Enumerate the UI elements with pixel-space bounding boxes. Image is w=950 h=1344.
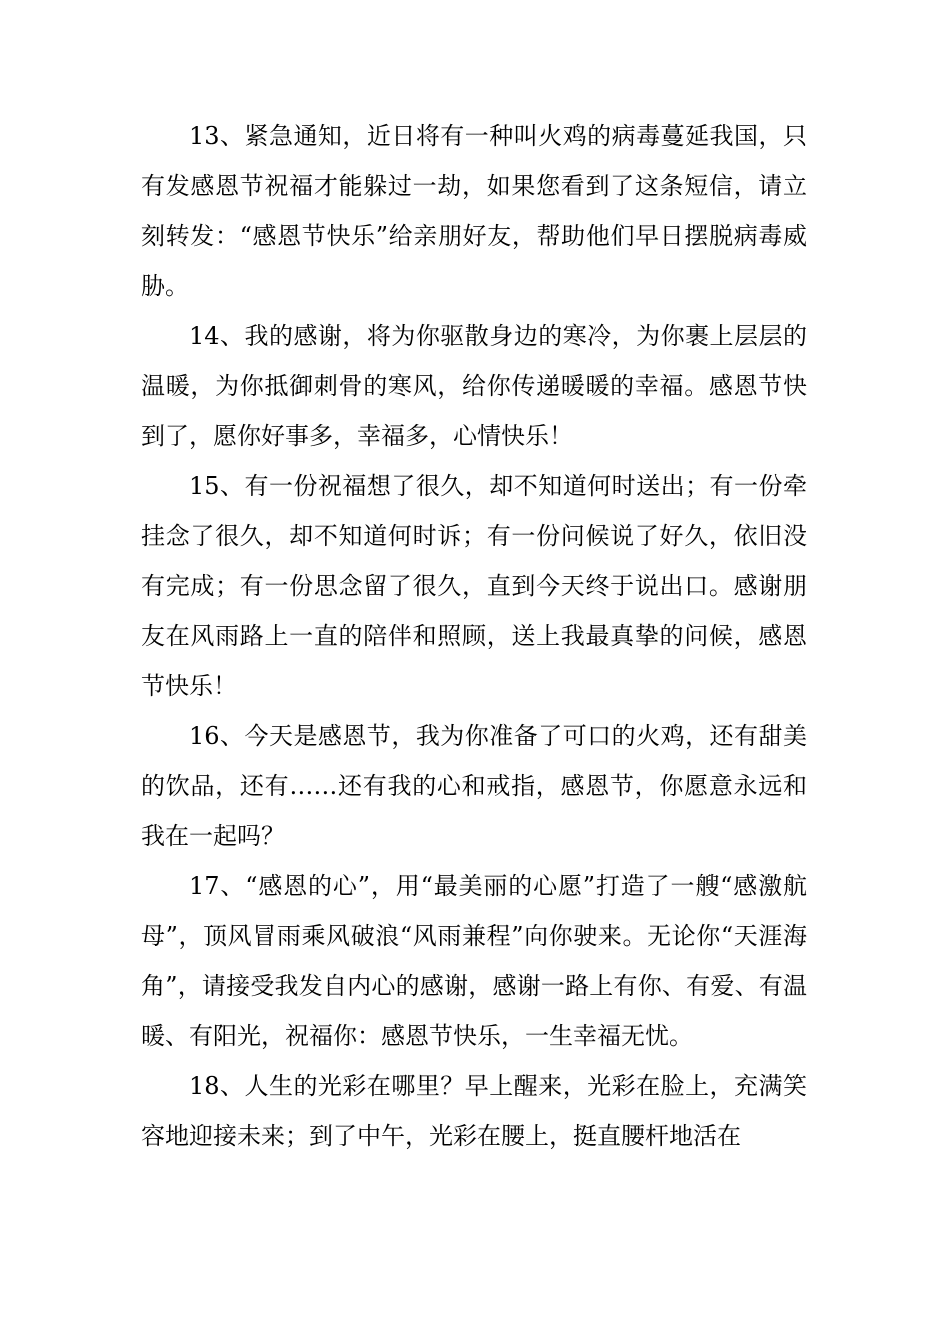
paragraph-18: 18、人生的光彩在哪里？早上醒来，光彩在脸上，充满笑容地迎接未来；到了中午，光彩在腰上，挺直腰杆地活在 [141,1072,807,1150]
paragraph-13: 13、紧急通知，近日将有一种叫火鸡的病毒蔓延我国，只有发感恩节祝福才能躲过一劫，如果您看到了这条短信，请立刻转发：“感恩节快乐”给亲朋好友，帮助他们早日摆脱病毒威胁。 [141,122,807,300]
paragraph-17: 17、“感恩的心”，用“最美丽的心愿”打造了一艘“感激航母”，顶风冒雨乘风破浪“风雨兼程”向你驶来。无论你“天涯海角”，请接受我发自内心的感谢，感谢一路上有你、有爱、有温暖、有阳光，祝福你：感恩节快乐，一生幸福无忧。 [141,872,807,1050]
paragraph-16: 16、今天是感恩节，我为你准备了可口的火鸡，还有甜美的饮品，还有……还有我的心和戒指，感恩节，你愿意永远和我在一起吗？ [141,722,807,850]
document-page [141,111,807,1161]
paragraph-14: 14、我的感谢，将为你驱散身边的寒冷，为你裹上层层的温暖，为你抵御刺骨的寒风，给你传递暖暖的幸福。感恩节快到了，愿你好事多，幸福多，心情快乐！ [141,322,807,450]
paragraph-15: 15、有一份祝福想了很久，却不知道何时送出；有一份牵挂念了很久，却不知道何时诉；有一份问候说了好久，依旧没有完成；有一份思念留了很久，直到今天终于说出口。感谢朋友在风雨路上一直的陪伴和照顾，送上我最真挚的问候，感恩节快乐！ [141,472,807,700]
